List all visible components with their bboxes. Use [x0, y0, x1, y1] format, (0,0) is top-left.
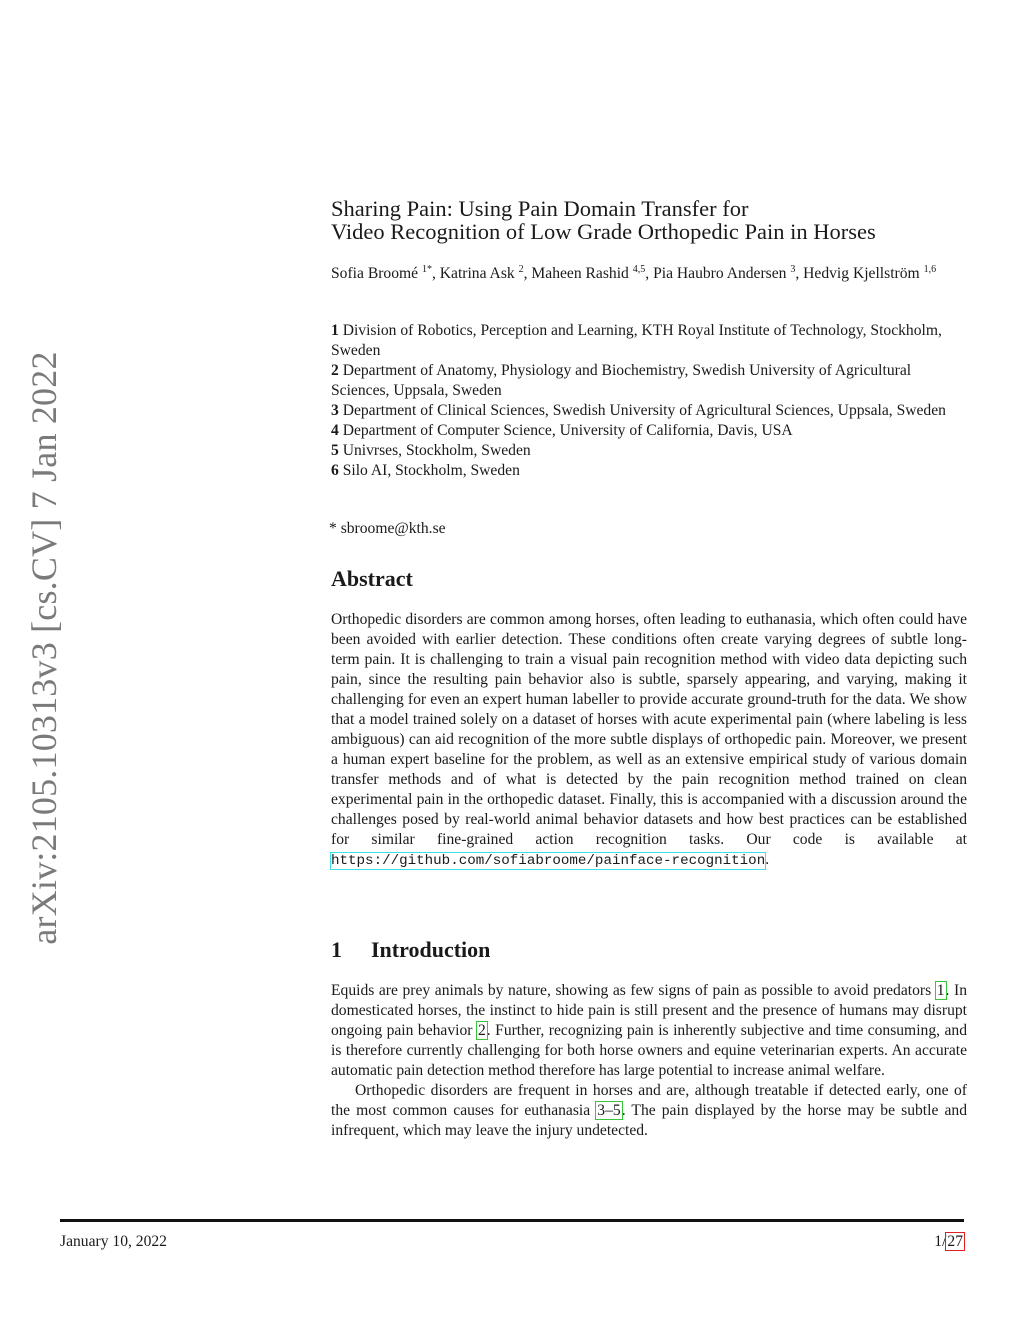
author-affil-sup: 2	[518, 264, 524, 275]
author-name: Katrina Ask	[439, 265, 515, 282]
corresponding-email: * sbroome@kth.se	[329, 520, 446, 537]
page-total-link[interactable]: 27	[947, 1233, 963, 1250]
citation-link[interactable]: 1	[936, 982, 945, 999]
citation-link[interactable]: 2	[477, 1022, 486, 1039]
author-name: Pia Haubro Andersen	[653, 265, 787, 282]
footer-date: January 10, 2022	[60, 1233, 167, 1250]
abstract-body: Orthopedic disorders are common among horses, often leading to euthanasia, which often could have been avoided with earlier detection. These conditions often create varying degrees of subtle long-term pain. It is challenging to train a visual pain recognition method with video data depicting such pain, since the resulting pain behavior also is subtle, sparsely appearing, and varying, making it challenging for even an expert human labeller to provide accurate ground-truth for the data. We show that a model trained solely on a dataset of horses with acute experimental pain (where labeling is less ambiguous) can aid recognition of the more subtle displays of orthopedic pain. Moreover, we present a human expert baseline for the problem, as well as an extensive empirical study of various domain transfer methods and of what is detected by the pain recognition method trained on clean experimental pain in the orthopedic dataset. Finally, this is accompanied with a discussion around the challenges posed by real-world animal behavior datasets and how best practices can be established for similar fine-grained action recognition tasks. Our code is available at https://github.com/sofiabroome/painface-recognition.	[331, 611, 967, 869]
citation-link[interactable]: 3–5	[597, 1102, 621, 1119]
affiliation-item: 5 Univrses, Stockholm, Sweden	[331, 442, 531, 459]
affiliation-item: 2 Department of Anatomy, Physiology and Biochemistry, Swedish University of Agricultural Sciences, Uppsala, Sweden	[331, 362, 912, 399]
affiliation-item: 6 Silo AI, Stockholm, Sweden	[331, 462, 520, 479]
author-affil-sup: 4,5	[632, 264, 646, 275]
author-affil-sup: 3	[790, 264, 796, 275]
author-affil-sup: 1,6	[923, 264, 937, 275]
author-list: Sofia Broomé $^{1*}$, Katrina Ask $^2$, Maheen Rashid $^{4,5}$, Pia Haubro Andersen $^3$, Hedvig Kjellström $^{1,6}$	[331, 264, 937, 282]
code-link[interactable]: https://github.com/sofiabroome/painface-recognition	[331, 853, 766, 869]
author-name: Hedvig Kjellström	[803, 265, 920, 282]
paper-title	[331, 197, 971, 243]
affiliation-list	[331, 321, 967, 481]
paragraph: Equids are prey animals by nature, showing as few signs of pain as possible to avoid predators 1. In domesticated horses, the instinct to hide pain is still present and the presence of humans may disrupt ongoing pain behavior 2. Further, recognizing pain is inherently subjective and time consuming, and is therefore currently challenging for both horse owners and equine veterinarian experts. An accurate automatic pain detection method therefore has large potential to increase animal welfare.	[331, 982, 968, 1079]
abstract-heading: Abstract	[331, 566, 413, 591]
section-number: 1	[331, 937, 342, 962]
title-line-2: Video Recognition of Low Grade Orthopedic Pain in Horses	[331, 219, 876, 244]
affiliation-item: 4 Department of Computer Science, University of California, Davis, USA	[331, 422, 793, 439]
section-heading-introduction	[331, 937, 490, 963]
section-title: Introduction	[371, 937, 491, 962]
footer-rule	[60, 1219, 964, 1222]
paragraph: Orthopedic disorders are frequent in horses and are, although treatable if detected early, one of the most common causes for euthanasia 3–5. The pain displayed by the horse may be subtle and infrequent, which may leave the injury undetected.	[331, 1082, 967, 1139]
affiliation-item: 1 Division of Robotics, Perception and Learning, KTH Royal Institute of Technology, Stockholm, Sweden	[331, 322, 942, 359]
abstract-text: Orthopedic disorders are common among horses, often leading to euthanasia, which often could have been avoided with earlier detection. These conditions often create varying degrees of subtle long-term pain. It is challenging to train a visual pain recognition method with video data depicting such pain, since the resulting pain behavior also is subtle, sparsely appearing, and varying, making it challenging for even an expert human labeller to provide accurate ground-truth for the data. We show that a model trained solely on a dataset of horses with acute experimental pain (where labeling is less ambiguous) can aid recognition of the more subtle displays of orthopedic pain. Moreover, we present a human expert baseline for the problem, as well as an extensive empirical study of various domain transfer methods and of what is detected by the pain recognition method trained on clean experimental pain in the orthopedic dataset. Finally, this is accompanied with a discussion around the challenges posed by real-world animal behavior datasets and how best practices can be established for similar fine-grained action recognition tasks. Our code is available at	[331, 611, 967, 848]
author-name: Maheen Rashid	[531, 265, 629, 282]
arxiv-watermark: arXiv:2105.10313v3 [cs.CV] 7 Jan 2022	[24, 351, 64, 945]
author-affil-sup: 1*	[421, 264, 432, 275]
author-name: Sofia Broomé	[331, 265, 419, 282]
page-number: 1/27	[934, 1233, 963, 1250]
title-line-1: Sharing Pain: Using Pain Domain Transfer for	[331, 196, 749, 221]
affiliation-item: 3 Department of Clinical Sciences, Swedish University of Agricultural Sciences, Uppsala, Sweden	[331, 402, 946, 419]
introduction-body	[331, 981, 967, 1141]
